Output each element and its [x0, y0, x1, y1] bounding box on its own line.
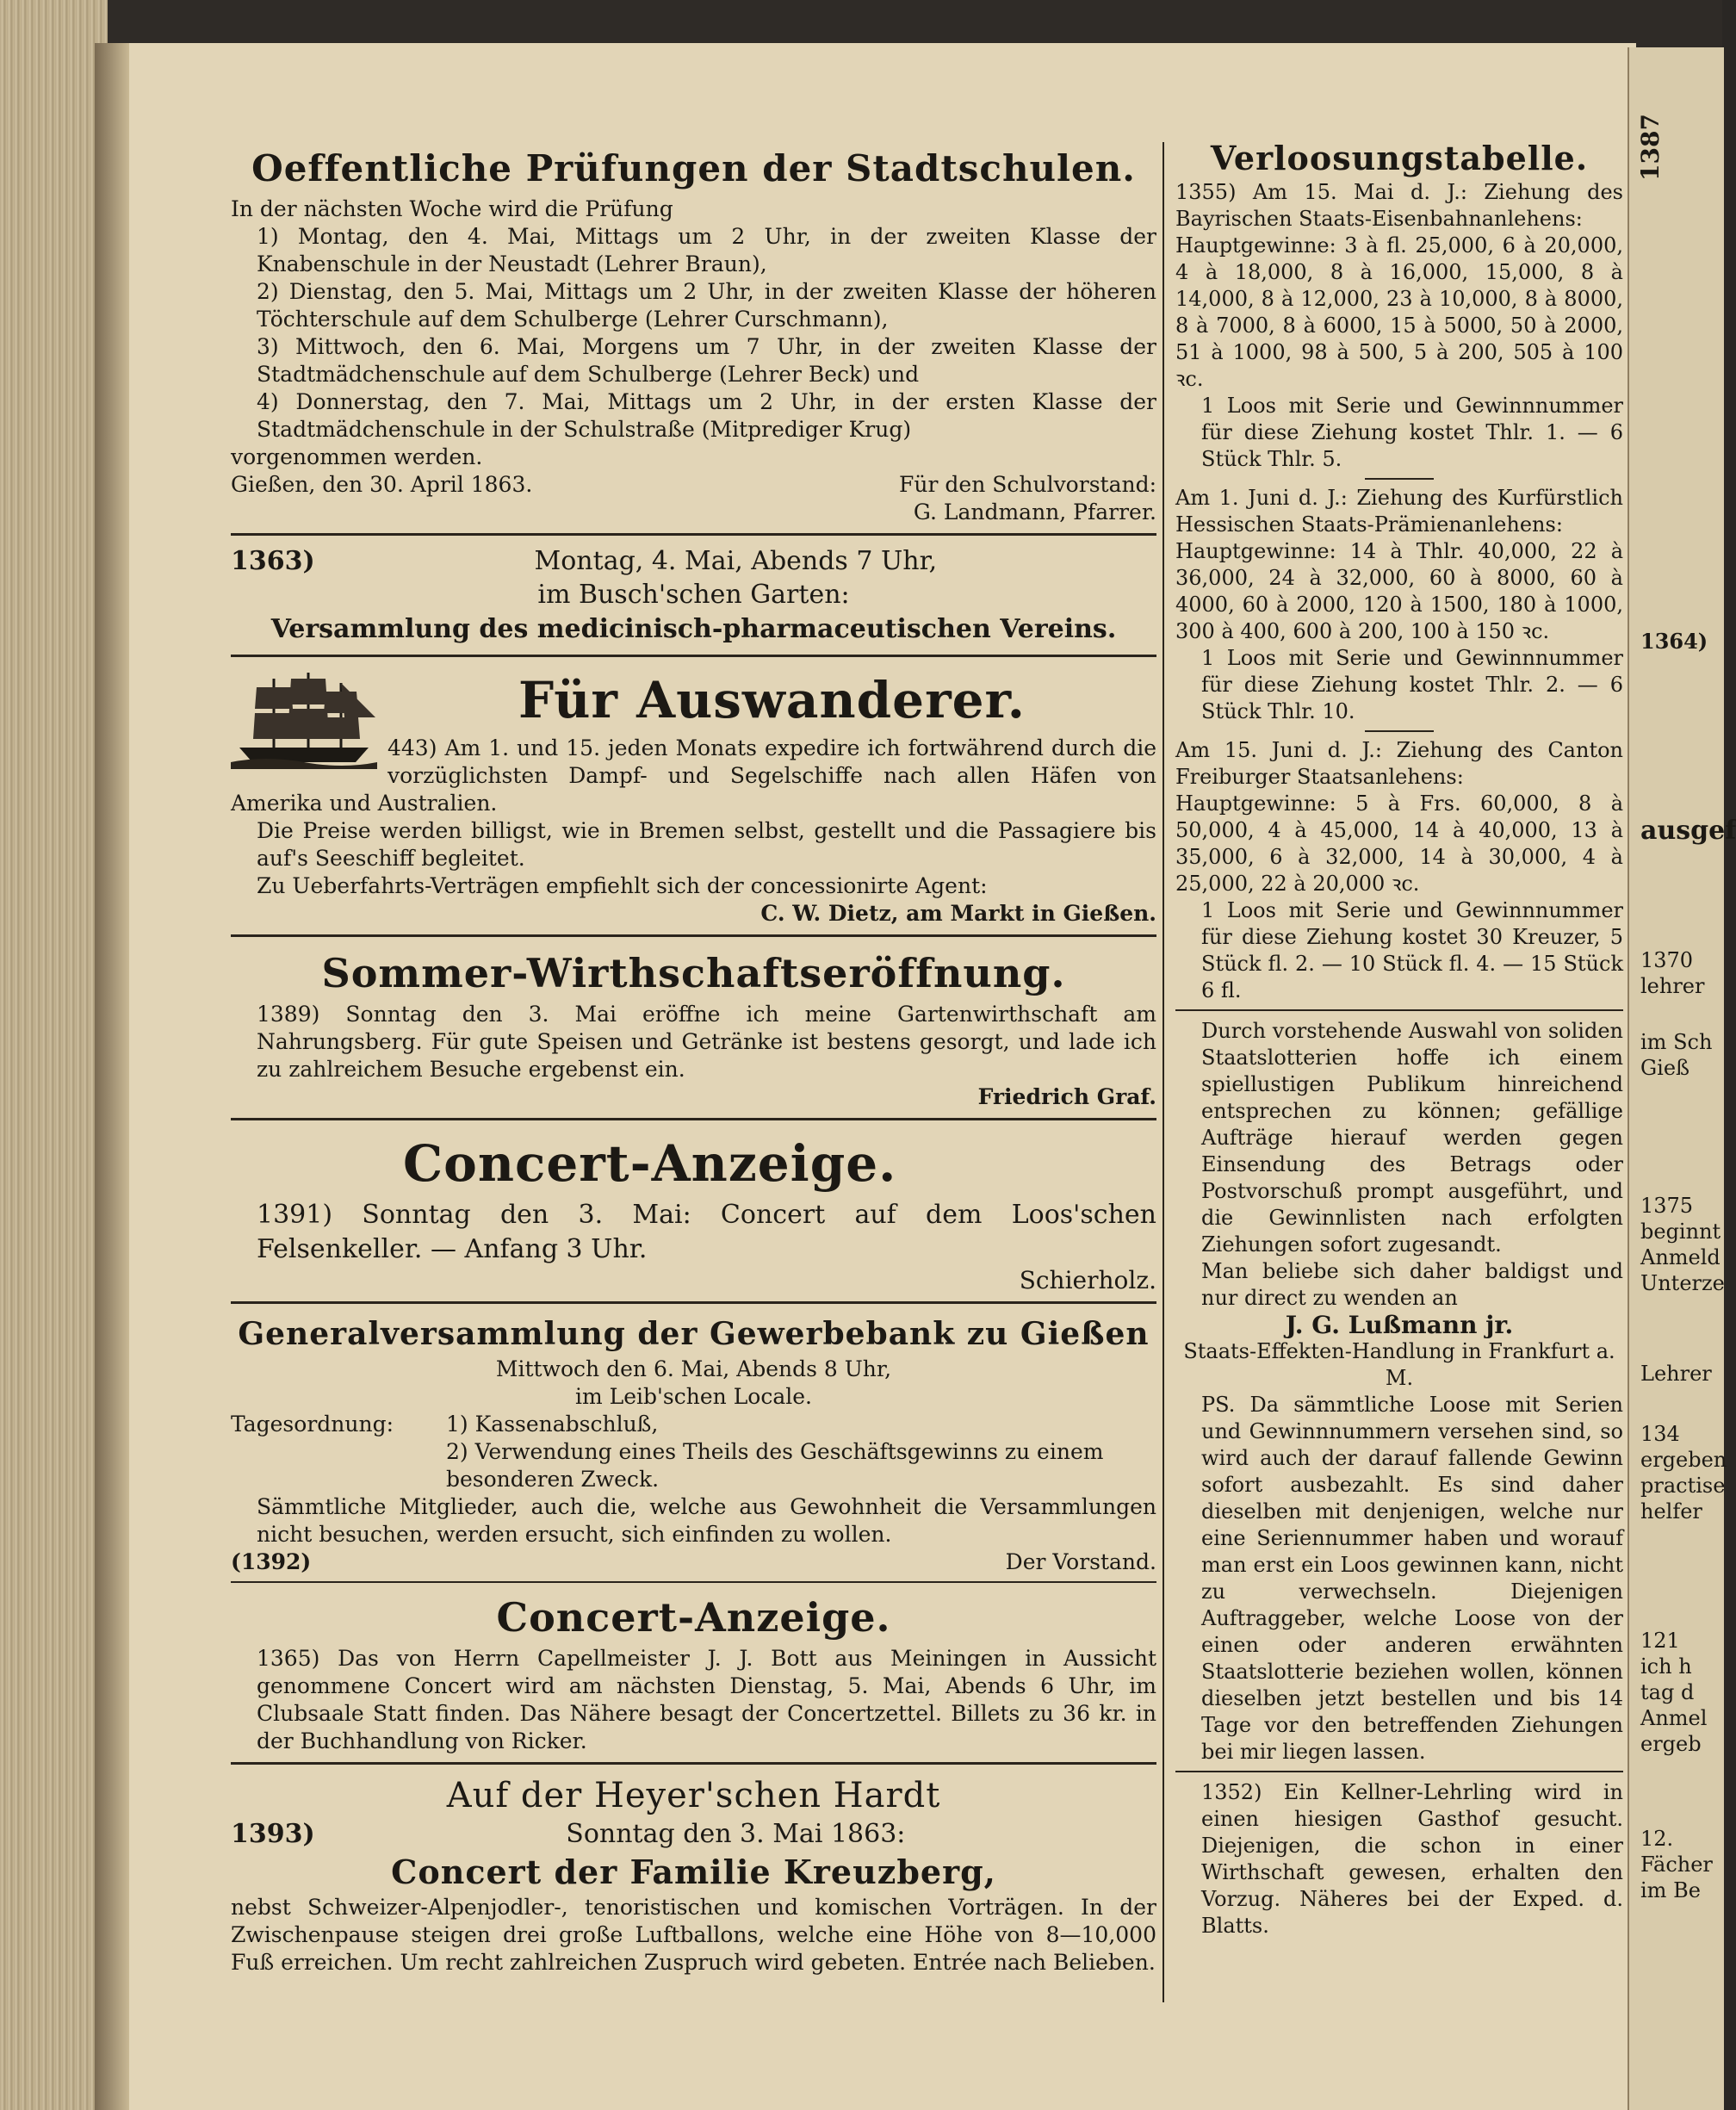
pruefungen-title: Oeffentliche Prüfungen der Stadtschulen. [251, 147, 1136, 189]
next-page-fragment: 1375 [1640, 1194, 1694, 1218]
next-page-fragment: Anmel [1640, 1706, 1708, 1730]
next-page-fragment: ausgef [1640, 816, 1736, 846]
pruefungen-item: 2) Dienstag, den 5. Mai, Mittags um 2 Uhr, in der zweiten Klasse der höheren Töchterschule auf dem Schulberge (Lehrer Curschmann), [257, 279, 1156, 332]
book-gutter [95, 43, 129, 2110]
verein-notice [231, 544, 1156, 648]
hardt-concert: Concert der Familie Kreuzberg, [391, 1852, 996, 1891]
next-page-fragment: 1370 [1640, 948, 1694, 972]
concert1-notice [231, 1129, 1156, 1294]
concert2-text: 1365) Das von Herrn Capellmeister J. J. Bott aus Meiningen in Aussicht genommene Concert wird am nächsten Dienstag, 5. Mai, Abends 6 Uhr, im Clubsaale Statt finden. Das Nähere besagt der Concertzettel. Billets zu 36 kr. in der Buchhandlung von Ricker. [257, 1646, 1156, 1753]
divider [1175, 1009, 1623, 1011]
concert2-title: Concert-Anzeige. [496, 1594, 891, 1641]
sommer-notice [231, 946, 1156, 1111]
next-page-fragment: 134 [1640, 1422, 1680, 1446]
sommer-text: 1389) Sonntag den 3. Mai eröffne ich meine Gartenwirthschaft am Nahrungsberg. Für gute Speisen und Getränke ist bestens gesorgt, und lade ich zu zahlreichem Besuche ergebenst ein. [257, 1002, 1156, 1082]
page-number: 1387 [1636, 114, 1665, 181]
divider [231, 1118, 1156, 1120]
divider [231, 533, 1156, 536]
gewerbebank-sign: Der Vorstand. [1005, 1549, 1156, 1574]
gewerbebank-line2: im Leib'schen Locale. [575, 1384, 812, 1409]
divider [231, 655, 1156, 657]
closing-text2: Man beliebe sich daher baldigst und nur direct zu wenden an [1201, 1259, 1623, 1310]
lottery-intro: 1355) Am 15. Mai d. J.: Ziehung des Bayrischen Staats-Eisenbahnanlehens: [1175, 180, 1623, 231]
auswanderer-text3: Zu Ueberfahrts-Verträgen empfiehlt sich der concessionirte Agent: [257, 873, 988, 898]
hardt-text: nebst Schweizer-Alpenjodler-, tenoristischen und komischen Vorträgen. In der Zwischenpause steigen drei große Luftballons, welche eine Höhe von 8—10,000 Fuß erreichen. Um recht zahlreichen Zuspruch wird gebeten. Entrée nach Belieben. [231, 1895, 1156, 1975]
column-divider [1162, 142, 1164, 2002]
gewerbebank-agenda-label: Tagesordnung: [231, 1412, 394, 1437]
concert1-sign: Schierholz. [1019, 1266, 1156, 1294]
divider [231, 934, 1156, 937]
verein-line2: im Busch'schen Garten: [537, 580, 850, 610]
next-page-fragment: beginnt [1640, 1219, 1721, 1244]
lottery-intro: Am 15. Juni d. J.: Ziehung des Canton Freiburger Staatsanlehens: [1175, 738, 1623, 789]
next-page-fragment: ergeben [1640, 1448, 1727, 1472]
next-page-fragment: tag d [1640, 1680, 1695, 1704]
auswanderer-sign: C. W. Dietz, am Markt in Gießen. [760, 901, 1156, 926]
closing-ps: PS. Da sämmtliche Loose mit Serien und Gewinnnummern versehen sind, so wird auch der darauf fallende Gewinn sofort ausbezahlt. Es sind daher dieselben mit denjenigen, welche nur eine Seriennummer haben und worauf man erst ein Loos gewinnen kann, nicht zu verwechseln. Diejenigen Auftraggeber, welche Loose von der einen oder anderen erwähnten Staatslotterie beziehen wollen, können dieselben jetzt bestellen und bis 14 Tage vor den betreffenden Ziehungen bei mir liegen lassen. [1201, 1393, 1623, 1764]
sommer-sign: Friedrich Graf. [977, 1084, 1156, 1109]
verein-number: 1363) [231, 546, 315, 576]
verein-line1: Montag, 4. Mai, Abends 7 Uhr, [534, 546, 938, 576]
sailing-ship-icon [231, 666, 377, 769]
lottery-section [1175, 485, 1623, 725]
pruefungen-notice [231, 142, 1156, 526]
lottery-price: 1 Loos mit Serie und Gewinnnummer für diese Ziehung kostet 30 Kreuzer, 5 Stück fl. 2. — 10 Stück fl. 4. — 15 Stück 6 fl. [1201, 898, 1623, 1002]
divider [1365, 730, 1434, 732]
next-page-fragment: lehrer [1640, 974, 1705, 998]
closing-text: Durch vorstehende Auswahl von soliden Staatslotterien hoffe ich einem spiellustigen Publikum hinreichend entsprechen zu können; gefällige Aufträge hierauf werden gegen Einsendung des Betrags oder Postvorschuß prompt ausgeführt, und die Gewinnlisten nach erfolgten Ziehungen sofort zugesandt. [1201, 1019, 1623, 1257]
next-page-fragment: Gieß [1640, 1056, 1690, 1080]
next-page-fragment: Lehrer [1640, 1362, 1712, 1386]
pruefungen-item: 4) Donnerstag, den 7. Mai, Mittags um 2 Uhr, in der ersten Klasse der Stadtmädchenschule in der Schulstraße (Mitprediger Krug) [257, 389, 1156, 442]
verein-line3: Versammlung des medicinisch-pharmaceutischen Vereins. [270, 614, 1117, 644]
divider [231, 1762, 1156, 1765]
gewerbebank-notice [231, 1313, 1156, 1576]
divider [1365, 478, 1434, 480]
auswanderer-notice [231, 666, 1156, 928]
pruefungen-date: Gießen, den 30. April 1863. [231, 472, 533, 497]
next-page-fragment: Unterze [1640, 1271, 1725, 1295]
auswanderer-text2: Die Preise werden billigst, wie in Bremen selbst, gestellt und die Passagiere bis auf's Seeschiff begleitet. [257, 818, 1156, 871]
auswanderer-text: 443) Am 1. und 15. jeden Monats expedire ich fortwährend durch die vorzüglichsten Dampf- und Segelschiffe nach allen Häfen von Amerika und Australien. [231, 735, 1156, 816]
gewerbebank-number: (1392) [231, 1549, 312, 1574]
lottery-section [1175, 737, 1623, 1004]
pruefungen-closing: vorgenommen werden. [231, 444, 483, 469]
divider [1175, 1771, 1623, 1772]
next-page-fragment: 121 [1640, 1629, 1680, 1653]
pruefungen-sign1: Für den Schulvorstand: [899, 472, 1156, 497]
lottery-closing [1175, 1018, 1623, 1766]
gewerbebank-title: Generalversammlung der Gewerbebank zu Gießen [238, 1316, 1150, 1352]
pruefungen-item: 3) Mittwoch, den 6. Mai, Morgens um 7 Uhr, in der zweiten Klasse der Stadtmädchenschule auf dem Schulberge (Lehrer Beck) und [257, 334, 1156, 387]
next-page-fragment: Fächer [1640, 1852, 1713, 1877]
lottery-price: 1 Loos mit Serie und Gewinnnummer für diese Ziehung kostet Thlr. 1. — 6 Stück Thlr. 5. [1201, 394, 1623, 471]
concert2-notice [231, 1590, 1156, 1755]
next-page-fragment: im Be [1640, 1878, 1701, 1902]
lottery-prizes: Hauptgewinne: 3 à fl. 25,000, 6 à 20,000, 4 à 18,000, 8 à 16,000, 15,000, 8 à 14,000, 8 à 12,000, 23 à 10,000, 8 à 8000, 8 à 7000, 8 à 6000, 15 à 5000, 50 à 2000, 51 à 1000, 98 à 500, 5 à 200, 505 à 100 ꝛc. [1175, 233, 1623, 391]
right-column [1175, 138, 1623, 1939]
next-page-fragment: 12. [1640, 1827, 1674, 1851]
kellner-notice: 1352) Ein Kellner-Lehrling wird in einen hiesigen Gasthof gesucht. Diejenigen, die schon in einer Wirthschaft gewesen, erhalten den Vorzug. Näheres bei der Exped. d. Blatts. [1201, 1780, 1623, 1938]
gewerbebank-agenda-item: 2) Verwendung eines Theils des Geschäftsgewinns zu einem besonderen Zweck. [446, 1439, 1104, 1492]
concert1-text: 1391) Sonntag den 3. Mai: Concert auf dem Loos'schen Felsenkeller. — Anfang 3 Uhr. [257, 1200, 1156, 1264]
verloosung-title: Verloosungstabelle. [1210, 139, 1589, 177]
hardt-notice [231, 1773, 1156, 1977]
next-page-fragment: helfer [1640, 1499, 1702, 1524]
sommer-title: Sommer-Wirthschaftseröffnung. [321, 950, 1066, 996]
left-column [231, 142, 1156, 1977]
next-page-fragment: im Sch [1640, 1030, 1713, 1054]
lottery-price: 1 Loos mit Serie und Gewinnnummer für diese Ziehung kostet Thlr. 2. — 6 Stück Thlr. 10. [1201, 646, 1623, 723]
closing-firm: Staats-Effekten-Handlung in Frankfurt a. M. [1183, 1339, 1615, 1390]
next-page-fragment: Anmeld [1640, 1245, 1720, 1269]
next-page-fragment: 1364) [1640, 629, 1708, 654]
concert1-title: Concert-Anzeige. [403, 1134, 897, 1193]
scan-background [0, 0, 1722, 47]
next-page-fragment: ergeb [1640, 1732, 1702, 1756]
lottery-prizes: Hauptgewinne: 5 à Frs. 60,000, 8 à 50,000, 4 à 45,000, 14 à 40,000, 13 à 35,000, 6 à 32,000, 14 à 30,000, 4 à 25,000, 22 à 20,000 ꝛc. [1175, 791, 1623, 896]
auswanderer-title: Für Auswanderer. [518, 671, 1026, 729]
lottery-intro: Am 1. Juni d. J.: Ziehung des Kurfürstlich Hessischen Staats-Prämienanlehens: [1175, 486, 1623, 537]
gewerbebank-text: Sämmtliche Mitglieder, auch die, welche aus Gewohnheit die Versammlungen nicht besuchen, werden ersucht, sich einfinden zu wollen. [257, 1494, 1156, 1547]
pruefungen-sign2: G. Landmann, Pfarrer. [913, 500, 1156, 524]
book-page-edges [0, 0, 108, 2110]
divider [231, 1301, 1156, 1304]
hardt-title: Auf der Heyer'schen Hardt [446, 1776, 941, 1815]
divider [231, 1581, 1156, 1583]
lottery-prizes: Hauptgewinne: 14 à Thlr. 40,000, 22 à 36,000, 24 à 32,000, 60 à 8000, 60 à 4000, 60 à 2000, 120 à 1500, 180 à 1000, 300 à 400, 600 à 200, 100 à 150 ꝛc. [1175, 539, 1623, 643]
lottery-section [1175, 179, 1623, 473]
next-page-fragment: ich h [1640, 1654, 1692, 1679]
gewerbebank-agenda-item: 1) Kassenabschluß, [446, 1412, 659, 1437]
closing-name: J. G. Lußmann jr. [1285, 1311, 1514, 1339]
gewerbebank-line1: Mittwoch den 6. Mai, Abends 8 Uhr, [495, 1356, 892, 1381]
pruefungen-item: 1) Montag, den 4. Mai, Mittags um 2 Uhr, in der zweiten Klasse der Knabenschule in der Neustadt (Lehrer Braun), [257, 224, 1156, 276]
hardt-date: Sonntag den 3. Mai 1863: [566, 1819, 906, 1849]
pruefungen-intro: In der nächsten Woche wird die Prüfung [231, 196, 673, 221]
next-page-fragment: practise [1640, 1474, 1726, 1498]
hardt-number: 1393) [231, 1819, 315, 1849]
